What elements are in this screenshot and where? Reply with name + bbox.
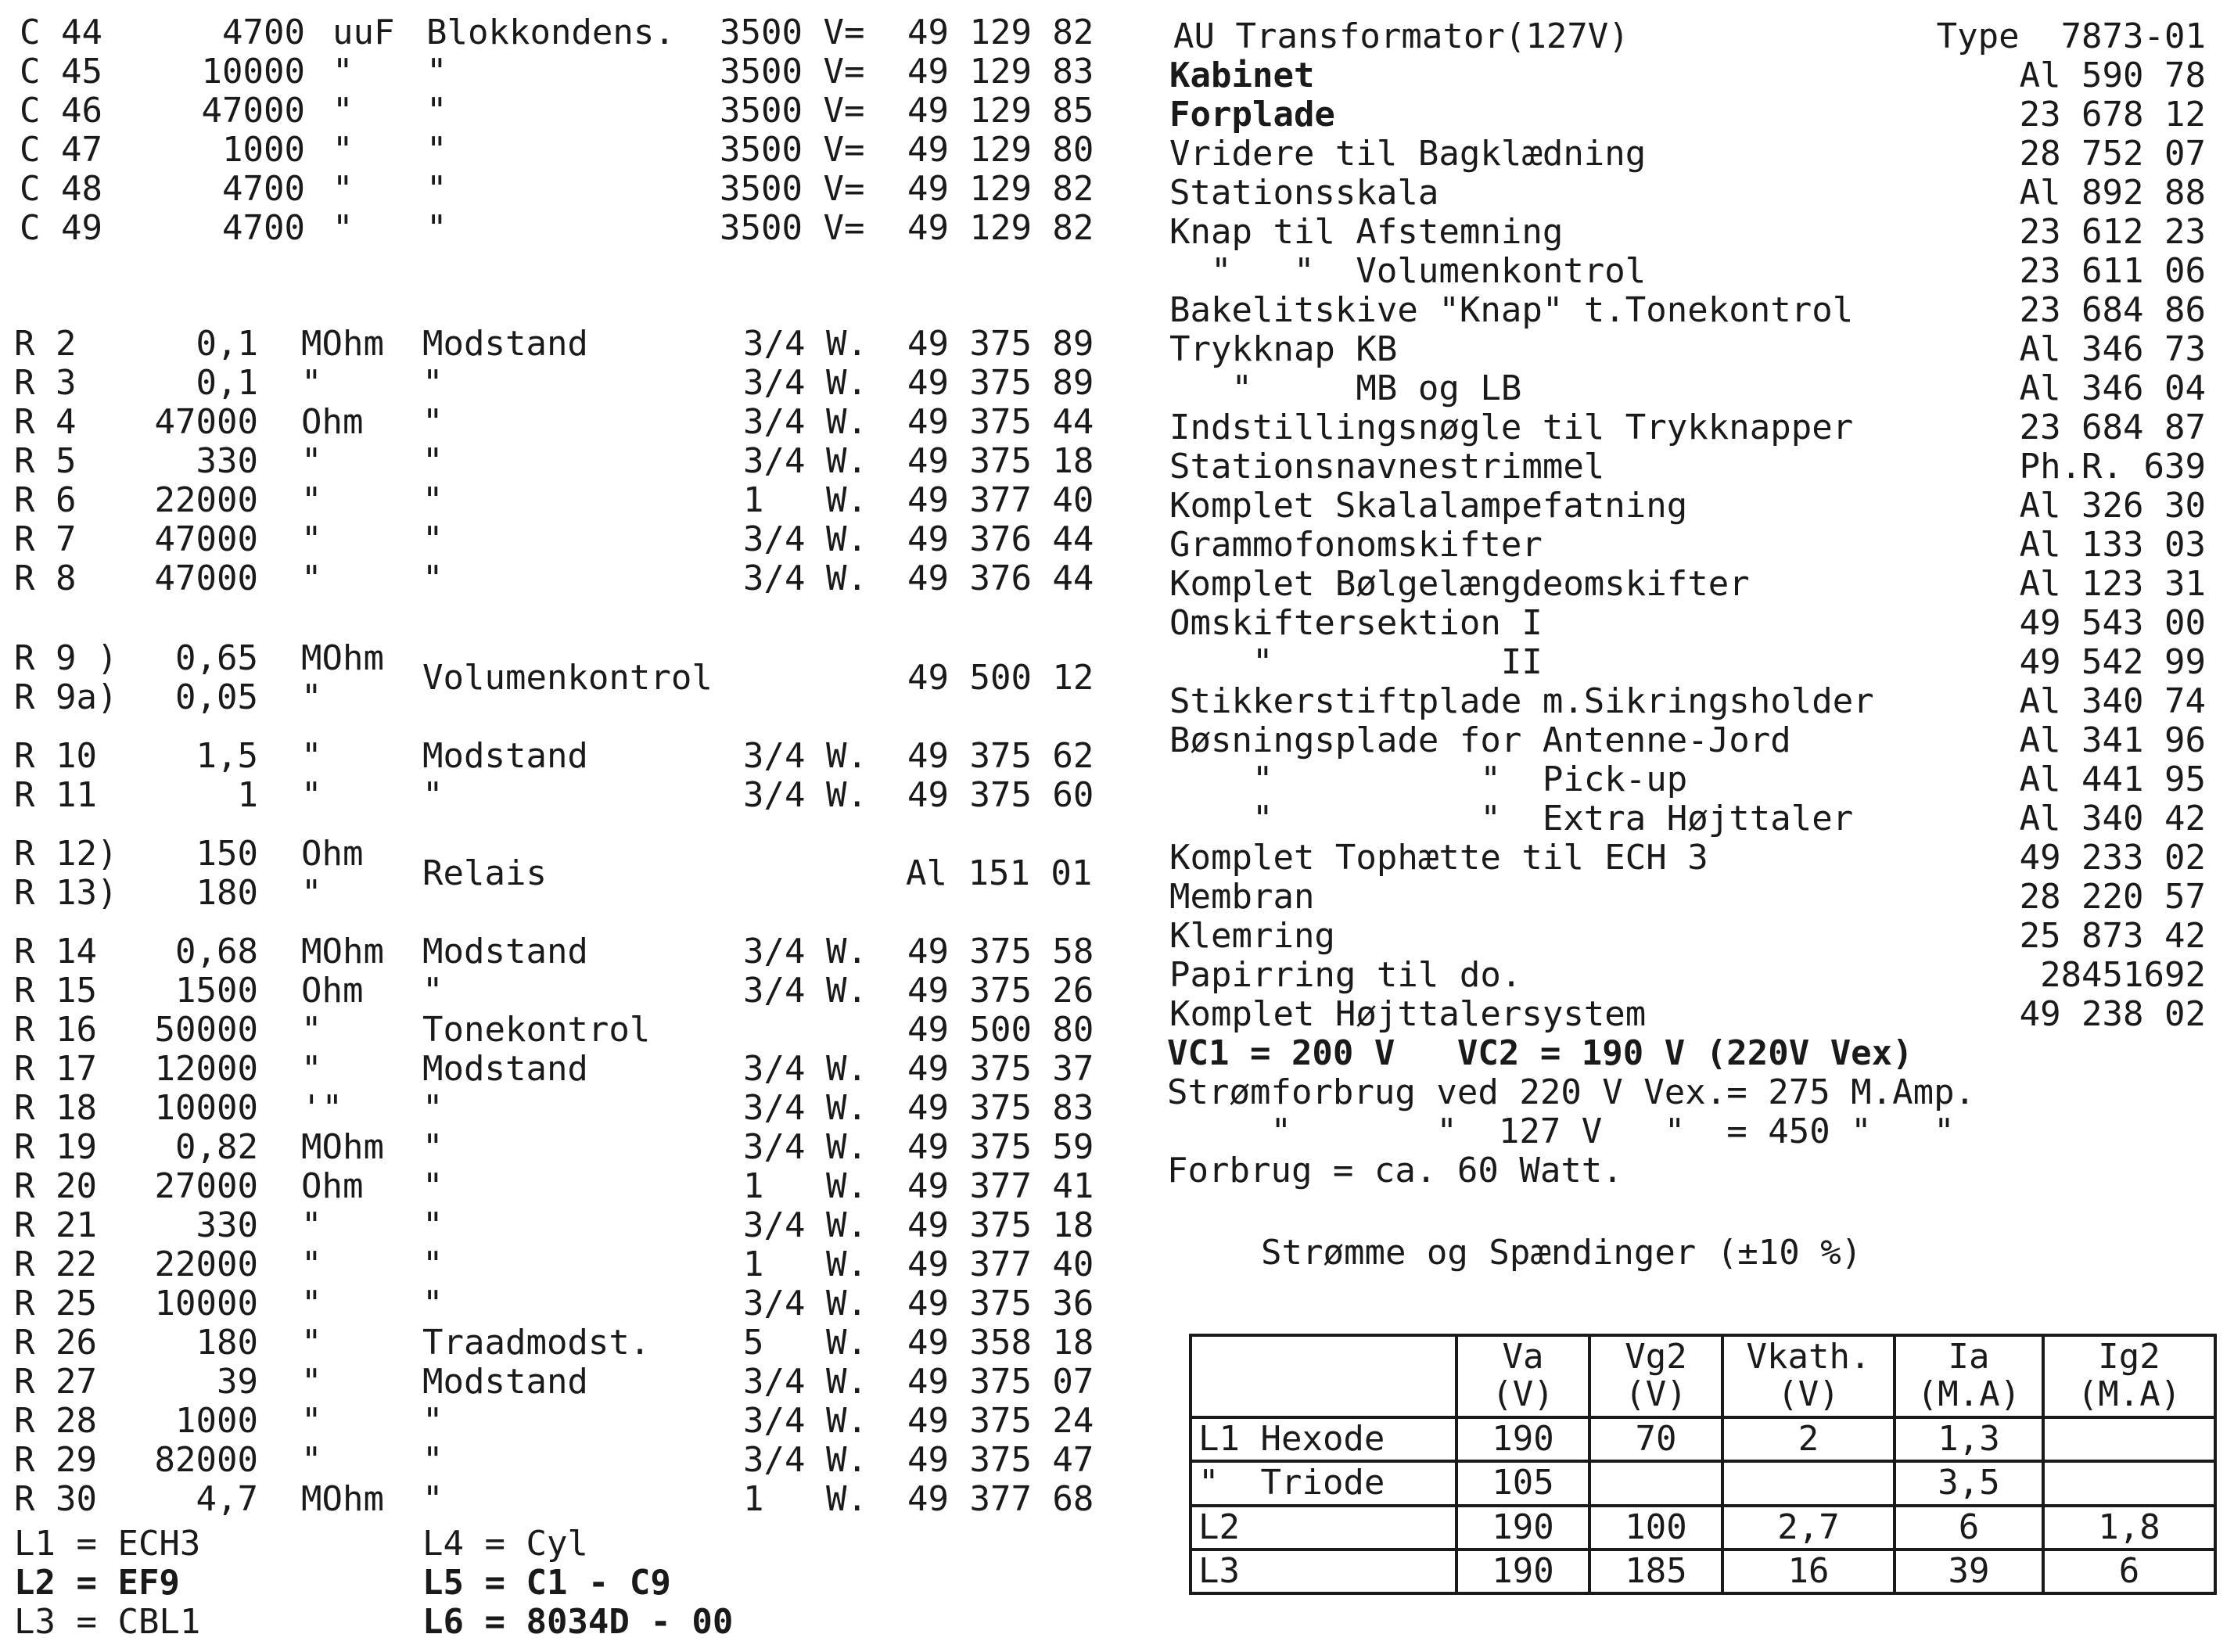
part-number: 49 233 02 bbox=[2019, 838, 2206, 878]
resistor-value: 0,1 bbox=[196, 324, 258, 364]
resistor-wattage: 3/4 W. bbox=[743, 1284, 867, 1323]
table-cell bbox=[1589, 1461, 1722, 1505]
resistor-ref: R 22 bbox=[14, 1244, 97, 1284]
part-number: 28 752 07 bbox=[2019, 134, 2206, 174]
resistor-ref: R 12) bbox=[14, 834, 118, 874]
part-number: Al 441 95 bbox=[2019, 760, 2206, 799]
capacitor-value: 1000 bbox=[222, 130, 305, 170]
part-name: Stationsnavnestrimmel bbox=[1169, 447, 1605, 487]
resistor-desc: " bbox=[422, 558, 444, 598]
resistor-value: 47000 bbox=[154, 558, 258, 598]
part-name: Papirring til do. bbox=[1169, 955, 1522, 995]
resistor-unit: " bbox=[301, 480, 322, 520]
resistor-unit: MOhm bbox=[301, 638, 384, 678]
resistor-unit: " bbox=[301, 873, 322, 913]
resistor-value: 330 bbox=[196, 1205, 258, 1245]
capacitor-unit: " bbox=[332, 169, 354, 209]
table-row bbox=[1191, 1417, 2215, 1461]
resistor-desc: " bbox=[422, 519, 444, 559]
capacitor-voltage: 3500 V= bbox=[720, 52, 865, 92]
part-number: Ph.R. 639 bbox=[2019, 447, 2206, 487]
capacitor-ref: C 45 bbox=[20, 52, 102, 92]
resistor-ref: R 15 bbox=[14, 971, 97, 1011]
tube-l4: L4 = Cyl bbox=[422, 1524, 588, 1564]
resistor-wattage: 3/4 W. bbox=[743, 1205, 867, 1245]
part-name: Omskiftersektion I bbox=[1169, 603, 1543, 643]
relais-part-number: Al 151 01 bbox=[906, 853, 1093, 893]
resistor-unit: " bbox=[301, 363, 322, 403]
resistor-desc: " bbox=[422, 1166, 444, 1206]
part-name: " " Volumenkontrol bbox=[1169, 251, 1647, 291]
capacitor-unit: " bbox=[332, 130, 354, 170]
resistor-value: 12000 bbox=[154, 1049, 258, 1089]
capacitor-voltage: 3500 V= bbox=[720, 208, 865, 248]
tube-l3: L3 = CBL1 bbox=[14, 1602, 201, 1642]
table-row bbox=[1191, 1461, 2215, 1505]
part-name: Vridere til Bagklædning bbox=[1169, 134, 1647, 174]
capacitor-voltage: 3500 V= bbox=[720, 130, 865, 170]
resistor-ref: R 21 bbox=[14, 1205, 97, 1245]
resistor-wattage: 3/4 W. bbox=[743, 1401, 867, 1441]
voltage-current-table bbox=[1189, 1334, 2217, 1595]
resistor-ref: R 2 bbox=[14, 324, 77, 364]
resistor-ref: R 6 bbox=[14, 480, 77, 520]
part-name: " MB og LB bbox=[1169, 368, 1522, 408]
resistor-desc: " bbox=[422, 363, 444, 403]
resistor-unit: Ohm bbox=[301, 971, 364, 1011]
resistor-value: 39 bbox=[217, 1362, 258, 1402]
resistor-ref: R 11 bbox=[14, 775, 97, 815]
capacitor-ref: C 47 bbox=[20, 130, 102, 170]
resistor-unit: Ohm bbox=[301, 834, 364, 874]
resistor-value: 47000 bbox=[154, 402, 258, 442]
table-header-row bbox=[1191, 1335, 2215, 1417]
resistor-ref: R 4 bbox=[14, 402, 77, 442]
table-cell: 105 bbox=[1456, 1461, 1589, 1505]
resistor-desc: Modstand bbox=[422, 324, 588, 364]
resistor-wattage: 3/4 W. bbox=[743, 971, 867, 1011]
resistor-desc: " bbox=[422, 1440, 444, 1480]
resistor-desc: Tonekontrol bbox=[422, 1010, 651, 1050]
resistor-wattage: 3/4 W. bbox=[743, 519, 867, 559]
resistor-ref: R 8 bbox=[14, 558, 77, 598]
resistor-part-number: 49 375 44 bbox=[907, 402, 1094, 442]
resistor-unit: " bbox=[301, 1244, 322, 1284]
table-row-label: " Triode bbox=[1191, 1461, 1456, 1505]
table-cell: 70 bbox=[1589, 1417, 1722, 1461]
resistor-part-number: 49 375 89 bbox=[907, 363, 1094, 403]
resistor-wattage: 1 W. bbox=[743, 1479, 867, 1519]
capacitor-ref: C 44 bbox=[20, 13, 102, 52]
resistor-value: 50000 bbox=[154, 1010, 258, 1050]
table-cell: 1,8 bbox=[2043, 1506, 2215, 1550]
part-name: Komplet Tophætte til ECH 3 bbox=[1169, 838, 1708, 878]
resistor-wattage: 3/4 W. bbox=[743, 1049, 867, 1089]
part-name: Klemring bbox=[1169, 916, 1335, 956]
part-number: 49 542 99 bbox=[2019, 642, 2206, 682]
resistor-ref: R 9 ) bbox=[14, 638, 118, 678]
volumenkontrol-part-number: 49 500 12 bbox=[907, 658, 1094, 698]
part-number: Al 326 30 bbox=[2019, 486, 2206, 526]
resistor-wattage: 1 W. bbox=[743, 1166, 867, 1206]
resistor-value: 1 bbox=[237, 775, 258, 815]
resistor-unit: " bbox=[301, 558, 322, 598]
table-row bbox=[1191, 1550, 2215, 1593]
resistor-desc: " bbox=[422, 1127, 444, 1167]
table-cell: 39 bbox=[1895, 1550, 2043, 1593]
table-header-cell: Va (V) bbox=[1456, 1335, 1589, 1417]
table-cell: 2,7 bbox=[1722, 1506, 1895, 1550]
capacitor-value: 4700 bbox=[222, 169, 305, 209]
part-name: Knap til Afstemning bbox=[1169, 212, 1564, 252]
resistor-unit: " bbox=[301, 775, 322, 815]
tube-l2: L2 = EF9 bbox=[14, 1563, 180, 1603]
resistor-wattage: 3/4 W. bbox=[743, 775, 867, 815]
resistor-value: 22000 bbox=[154, 1244, 258, 1284]
table-cell bbox=[2043, 1417, 2215, 1461]
resistor-ref: R 10 bbox=[14, 736, 97, 776]
part-name: Grammofonomskifter bbox=[1169, 525, 1543, 565]
part-name: Membran bbox=[1169, 877, 1315, 917]
table-cell: 6 bbox=[2043, 1550, 2215, 1593]
table-row-label: L2 bbox=[1191, 1506, 1456, 1550]
part-number: Al 341 96 bbox=[2019, 720, 2206, 760]
resistor-wattage: 3/4 W. bbox=[743, 736, 867, 776]
type-number: Type 7873-01 bbox=[1936, 16, 2206, 56]
part-name: Stikkerstiftplade m.Sikringsholder bbox=[1169, 681, 1874, 721]
part-name: " " Extra Højttaler bbox=[1169, 799, 1854, 839]
resistor-desc: " bbox=[422, 402, 444, 442]
tube-l1: L1 = ECH3 bbox=[14, 1524, 201, 1564]
part-name: Indstillingsnøgle til Trykknapper bbox=[1169, 408, 1854, 447]
note-line: Strømforbrug ved 220 V Vex.= 275 M.Amp. bbox=[1167, 1072, 1976, 1112]
part-name: " II bbox=[1169, 642, 1543, 682]
capacitor-part-number: 49 129 83 bbox=[907, 52, 1094, 92]
resistor-part-number: 49 377 41 bbox=[907, 1166, 1094, 1206]
volumenkontrol-desc: Volumenkontrol bbox=[422, 658, 713, 698]
resistor-value: 150 bbox=[196, 834, 258, 874]
resistor-unit: " bbox=[301, 1323, 322, 1363]
tube-l5: L5 = C1 - C9 bbox=[422, 1563, 671, 1603]
table-cell: 190 bbox=[1456, 1417, 1589, 1461]
resistor-desc: " bbox=[422, 480, 444, 520]
resistor-value: 27000 bbox=[154, 1166, 258, 1206]
resistor-unit: Ohm bbox=[301, 402, 364, 442]
resistor-part-number: 49 377 68 bbox=[907, 1479, 1094, 1519]
capacitor-voltage: 3500 V= bbox=[720, 13, 865, 52]
resistor-unit: " bbox=[301, 519, 322, 559]
resistor-ref: R 14 bbox=[14, 932, 97, 971]
part-number: Al 340 42 bbox=[2019, 799, 2206, 839]
part-number: 23 611 06 bbox=[2019, 251, 2206, 291]
resistor-unit: " bbox=[301, 1205, 322, 1245]
capacitor-desc: " bbox=[426, 169, 447, 209]
table-header-cell: Ia (M.A) bbox=[1895, 1335, 2043, 1417]
resistor-wattage: 1 W. bbox=[743, 1244, 867, 1284]
capacitor-value: 4700 bbox=[222, 208, 305, 248]
part-name: Kabinet bbox=[1169, 56, 1315, 95]
table-cell: 190 bbox=[1456, 1550, 1589, 1593]
resistor-part-number: 49 375 83 bbox=[907, 1088, 1094, 1128]
resistor-value: 4,7 bbox=[196, 1479, 258, 1519]
table-header-cell: Vkath. (V) bbox=[1722, 1335, 1895, 1417]
resistor-unit: " bbox=[301, 1401, 322, 1441]
part-number: 23 678 12 bbox=[2019, 95, 2206, 135]
resistor-part-number: 49 358 18 bbox=[907, 1323, 1094, 1363]
table-cell: 185 bbox=[1589, 1550, 1722, 1593]
resistor-part-number: 49 377 40 bbox=[907, 480, 1094, 520]
resistor-ref: R 5 bbox=[14, 441, 77, 481]
capacitor-ref: C 48 bbox=[20, 169, 102, 209]
resistor-unit: " bbox=[301, 736, 322, 776]
resistor-wattage: 3/4 W. bbox=[743, 441, 867, 481]
table-row-label: L1 Hexode bbox=[1191, 1417, 1456, 1461]
resistor-ref: R 20 bbox=[14, 1166, 97, 1206]
resistor-part-number: 49 375 60 bbox=[907, 775, 1094, 815]
resistor-unit: " bbox=[301, 1284, 322, 1323]
note-line: VC1 = 200 V VC2 = 190 V (220V Vex) bbox=[1167, 1033, 1913, 1073]
part-name: Bakelitskive "Knap" t.Tonekontrol bbox=[1169, 290, 1854, 330]
resistor-value: 0,82 bbox=[175, 1127, 258, 1167]
capacitor-unit: " bbox=[332, 208, 354, 248]
resistor-desc: " bbox=[422, 1284, 444, 1323]
part-name: Stationsskala bbox=[1169, 173, 1439, 213]
resistor-ref: R 19 bbox=[14, 1127, 97, 1167]
resistor-ref: R 17 bbox=[14, 1049, 97, 1089]
table-cell: 190 bbox=[1456, 1506, 1589, 1550]
resistor-ref: R 7 bbox=[14, 519, 77, 559]
resistor-unit: " bbox=[301, 1010, 322, 1050]
capacitor-part-number: 49 129 82 bbox=[907, 169, 1094, 209]
resistor-ref: R 9a) bbox=[14, 677, 118, 717]
resistor-part-number: 49 375 18 bbox=[907, 1205, 1094, 1245]
resistor-unit: Ohm bbox=[301, 1166, 364, 1206]
part-name: Komplet Skalalampefatning bbox=[1169, 486, 1688, 526]
resistor-wattage: 3/4 W. bbox=[743, 558, 867, 598]
resistor-desc: " bbox=[422, 441, 444, 481]
capacitor-part-number: 49 129 82 bbox=[907, 208, 1094, 248]
resistor-ref: R 28 bbox=[14, 1401, 97, 1441]
resistor-part-number: 49 375 24 bbox=[907, 1401, 1094, 1441]
resistor-part-number: 49 375 89 bbox=[907, 324, 1094, 364]
table-row bbox=[1191, 1506, 2215, 1550]
resistor-ref: R 25 bbox=[14, 1284, 97, 1323]
resistor-part-number: 49 375 07 bbox=[907, 1362, 1094, 1402]
resistor-unit: " bbox=[301, 441, 322, 481]
table-cell: 6 bbox=[1895, 1506, 2043, 1550]
part-number: Al 340 74 bbox=[2019, 681, 2206, 721]
resistor-value: 10000 bbox=[154, 1284, 258, 1323]
resistor-unit: '" bbox=[301, 1088, 343, 1128]
capacitor-unit: uuF bbox=[332, 13, 395, 52]
resistor-desc: " bbox=[422, 1205, 444, 1245]
resistor-part-number: 49 500 80 bbox=[907, 1010, 1094, 1050]
resistor-part-number: 49 375 18 bbox=[907, 441, 1094, 481]
resistor-value: 330 bbox=[196, 441, 258, 481]
resistor-wattage: 3/4 W. bbox=[743, 324, 867, 364]
resistor-value: 0,05 bbox=[175, 677, 258, 717]
resistor-ref: R 18 bbox=[14, 1088, 97, 1128]
capacitor-value: 47000 bbox=[201, 91, 305, 131]
capacitor-voltage: 3500 V= bbox=[720, 169, 865, 209]
resistor-value: 0,65 bbox=[175, 638, 258, 678]
resistor-unit: " bbox=[301, 1440, 322, 1480]
part-number: 23 684 86 bbox=[2019, 290, 2206, 330]
resistor-wattage: 5 W. bbox=[743, 1323, 867, 1363]
capacitor-value: 4700 bbox=[222, 13, 305, 52]
part-number: 28 220 57 bbox=[2019, 877, 2206, 917]
resistor-wattage: 3/4 W. bbox=[743, 1088, 867, 1128]
capacitor-desc: " bbox=[426, 91, 447, 131]
capacitor-desc: " bbox=[426, 52, 447, 92]
table-cell: 1,3 bbox=[1895, 1417, 2043, 1461]
part-number: 28451692 bbox=[2040, 955, 2206, 995]
table-header-cell bbox=[1191, 1335, 1456, 1417]
table-cell bbox=[1722, 1461, 1895, 1505]
resistor-wattage: 3/4 W. bbox=[743, 1362, 867, 1402]
part-name: Trykknap KB bbox=[1169, 329, 1398, 369]
part-number: Al 590 78 bbox=[2019, 56, 2206, 95]
part-name: Komplet Bølgelængdeomskifter bbox=[1169, 564, 1750, 604]
resistor-wattage: 3/4 W. bbox=[743, 363, 867, 403]
table-cell: 2 bbox=[1722, 1417, 1895, 1461]
resistor-wattage: 3/4 W. bbox=[743, 1127, 867, 1167]
resistor-unit: MOhm bbox=[301, 932, 384, 971]
part-name: Bøsningsplade for Antenne-Jord bbox=[1169, 720, 1791, 760]
resistor-ref: R 27 bbox=[14, 1362, 97, 1402]
resistor-wattage: 3/4 W. bbox=[743, 932, 867, 971]
note-line: " " 127 V " = 450 " " bbox=[1167, 1112, 1955, 1151]
resistor-wattage: 1 W. bbox=[743, 480, 867, 520]
resistor-value: 0,1 bbox=[196, 363, 258, 403]
resistor-desc: Traadmodst. bbox=[422, 1323, 651, 1363]
resistor-desc: " bbox=[422, 1479, 444, 1519]
capacitor-voltage: 3500 V= bbox=[720, 91, 865, 131]
resistor-part-number: 49 376 44 bbox=[907, 558, 1094, 598]
resistor-value: 82000 bbox=[154, 1440, 258, 1480]
part-name: " " Pick-up bbox=[1169, 760, 1688, 799]
resistor-value: 0,68 bbox=[175, 932, 258, 971]
note-line: Forbrug = ca. 60 Watt. bbox=[1167, 1151, 1623, 1191]
resistor-ref: R 29 bbox=[14, 1440, 97, 1480]
table-cell: 100 bbox=[1589, 1506, 1722, 1550]
table-caption: Strømme og Spændinger (±10 %) bbox=[1261, 1233, 1862, 1273]
resistor-unit: MOhm bbox=[301, 1479, 384, 1519]
part-number: Al 123 31 bbox=[2019, 564, 2206, 604]
part-number: 23 612 23 bbox=[2019, 212, 2206, 252]
resistor-part-number: 49 375 37 bbox=[907, 1049, 1094, 1089]
tube-l6: L6 = 8034D - 00 bbox=[422, 1602, 734, 1642]
resistor-value: 1,5 bbox=[196, 736, 258, 776]
resistor-desc: Modstand bbox=[422, 736, 588, 776]
resistor-ref: R 26 bbox=[14, 1323, 97, 1363]
capacitor-part-number: 49 129 85 bbox=[907, 91, 1094, 131]
resistor-desc: " bbox=[422, 775, 444, 815]
table-header-cell: Ig2 (M.A) bbox=[2043, 1335, 2215, 1417]
resistor-value: 47000 bbox=[154, 519, 258, 559]
capacitor-desc: " bbox=[426, 208, 447, 248]
table-cell: 16 bbox=[1722, 1550, 1895, 1593]
resistor-part-number: 49 375 26 bbox=[907, 971, 1094, 1011]
resistor-value: 1000 bbox=[175, 1401, 258, 1441]
resistor-ref: R 16 bbox=[14, 1010, 97, 1050]
resistor-value: 22000 bbox=[154, 480, 258, 520]
resistor-desc: Modstand bbox=[422, 932, 588, 971]
capacitor-value: 10000 bbox=[201, 52, 305, 92]
resistor-part-number: 49 377 40 bbox=[907, 1244, 1094, 1284]
resistor-desc: Modstand bbox=[422, 1362, 588, 1402]
table-row-label: L3 bbox=[1191, 1550, 1456, 1593]
resistor-wattage: 3/4 W. bbox=[743, 402, 867, 442]
relais-desc: Relais bbox=[422, 853, 547, 893]
resistor-unit: " bbox=[301, 677, 322, 717]
resistor-part-number: 49 376 44 bbox=[907, 519, 1094, 559]
resistor-ref: R 30 bbox=[14, 1479, 97, 1519]
capacitor-unit: " bbox=[332, 91, 354, 131]
capacitor-part-number: 49 129 80 bbox=[907, 130, 1094, 170]
resistor-unit: " bbox=[301, 1362, 322, 1402]
capacitor-part-number: 49 129 82 bbox=[907, 13, 1094, 52]
resistor-value: 180 bbox=[196, 1323, 258, 1363]
resistor-value: 180 bbox=[196, 873, 258, 913]
resistor-wattage: 3/4 W. bbox=[743, 1440, 867, 1480]
table-cell: 3,5 bbox=[1895, 1461, 2043, 1505]
part-number: Al 892 88 bbox=[2019, 173, 2206, 213]
capacitor-desc: " bbox=[426, 130, 447, 170]
transformer-label: AU Transformator(127V) bbox=[1173, 16, 1629, 56]
resistor-unit: " bbox=[301, 1049, 322, 1089]
resistor-desc: Modstand bbox=[422, 1049, 588, 1089]
resistor-value: 10000 bbox=[154, 1088, 258, 1128]
part-number: 23 684 87 bbox=[2019, 408, 2206, 447]
resistor-desc: " bbox=[422, 1401, 444, 1441]
capacitor-ref: C 46 bbox=[20, 91, 102, 131]
resistor-unit: MOhm bbox=[301, 1127, 384, 1167]
resistor-value: 1500 bbox=[175, 971, 258, 1011]
resistor-part-number: 49 375 58 bbox=[907, 932, 1094, 971]
part-name: Forplade bbox=[1169, 95, 1335, 135]
resistor-unit: MOhm bbox=[301, 324, 384, 364]
resistor-desc: " bbox=[422, 1244, 444, 1284]
part-number: 49 238 02 bbox=[2019, 994, 2206, 1034]
resistor-part-number: 49 375 47 bbox=[907, 1440, 1094, 1480]
resistor-part-number: 49 375 62 bbox=[907, 736, 1094, 776]
part-number: Al 346 73 bbox=[2019, 329, 2206, 369]
part-number: 25 873 42 bbox=[2019, 916, 2206, 956]
table-header-cell: Vg2 (V) bbox=[1589, 1335, 1722, 1417]
table-cell bbox=[2043, 1461, 2215, 1505]
part-name: Komplet Højttalersystem bbox=[1169, 994, 1647, 1034]
part-number: 49 543 00 bbox=[2019, 603, 2206, 643]
resistor-desc: " bbox=[422, 971, 444, 1011]
part-number: Al 133 03 bbox=[2019, 525, 2206, 565]
part-number: Al 346 04 bbox=[2019, 368, 2206, 408]
capacitor-ref: C 49 bbox=[20, 208, 102, 248]
capacitor-unit: " bbox=[332, 52, 354, 92]
resistor-part-number: 49 375 36 bbox=[907, 1284, 1094, 1323]
resistor-ref: R 13) bbox=[14, 873, 118, 913]
resistor-desc: " bbox=[422, 1088, 444, 1128]
capacitor-desc: Blokkondens. bbox=[426, 13, 675, 52]
resistor-part-number: 49 375 59 bbox=[907, 1127, 1094, 1167]
resistor-ref: R 3 bbox=[14, 363, 77, 403]
